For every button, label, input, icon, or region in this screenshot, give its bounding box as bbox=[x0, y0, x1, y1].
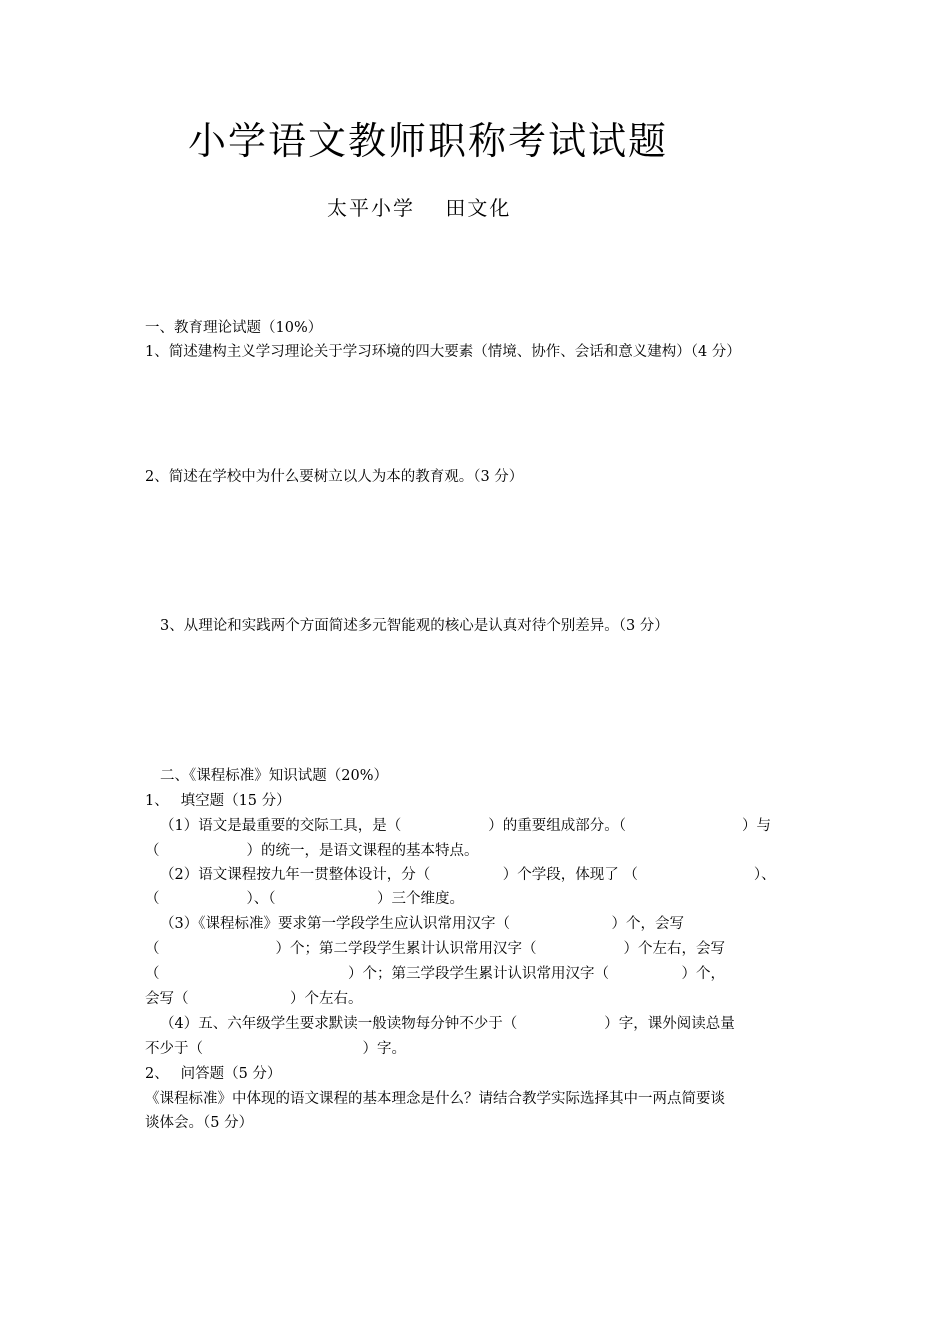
fill-item-4b: 不少于（ ）字。 bbox=[145, 1041, 406, 1057]
fill-item-3d: 会写（ ）个左右。 bbox=[145, 991, 363, 1007]
page-title: 小学语文教师职称考试试题 bbox=[188, 119, 669, 163]
fill-item-2b: （ ）、（ ）三个维度。 bbox=[145, 891, 464, 907]
section2-heading: 二、《课程标准》知识试题（20%） bbox=[160, 768, 388, 784]
qa-heading: 2、 问答题（5 分） bbox=[145, 1066, 282, 1082]
question-2: 2、简述在学校中为什么要树立以人为本的教育观。（3 分） bbox=[145, 469, 524, 485]
question-1: 1、简述建构主义学习理论关于学习环境的四大要素（情境、协作、会话和意义建构）（4 分） bbox=[145, 344, 741, 360]
author-line: 太平小学 田文化 bbox=[327, 196, 512, 220]
fill-item-3a: （3）《课程标准》要求第一学段学生应认识常用汉字（ ）个，会写 bbox=[160, 916, 684, 932]
fill-item-1a: （1）语文是最重要的交际工具，是（ ）的重要组成部分。（ ）与 bbox=[160, 818, 771, 834]
question-3: 3、从理论和实践两个方面简述多元智能观的核心是认真对待个别差异。（3 分） bbox=[160, 618, 669, 634]
fill-item-3c: （ ）个；第三学段学生累计认识常用汉字（ ）个， bbox=[145, 966, 725, 982]
fill-item-3b: （ ）个；第二学段学生累计认识常用汉字（ ）个左右，会写 bbox=[145, 941, 725, 957]
fill-item-4a: （4）五、六年级学生要求默读一般读物每分钟不少于（ ）字，课外阅读总量 bbox=[160, 1016, 735, 1032]
fill-blank-heading: 1、 填空题（15 分） bbox=[145, 793, 291, 809]
qa-question-a: 《课程标准》中体现的语文课程的基本理念是什么？请结合教学实际选择其中一两点简要谈 bbox=[145, 1091, 725, 1107]
section1-heading: 一、教育理论试题（10%） bbox=[145, 320, 323, 336]
qa-question-b: 谈体会。（5 分） bbox=[145, 1115, 254, 1131]
fill-item-2a: （2）语文课程按九年一贯整体设计，分（ ）个学段，体现了 （ ）、 bbox=[160, 867, 776, 883]
fill-item-1b: （ ）的统一，是语文课程的基本特点。 bbox=[145, 843, 479, 859]
